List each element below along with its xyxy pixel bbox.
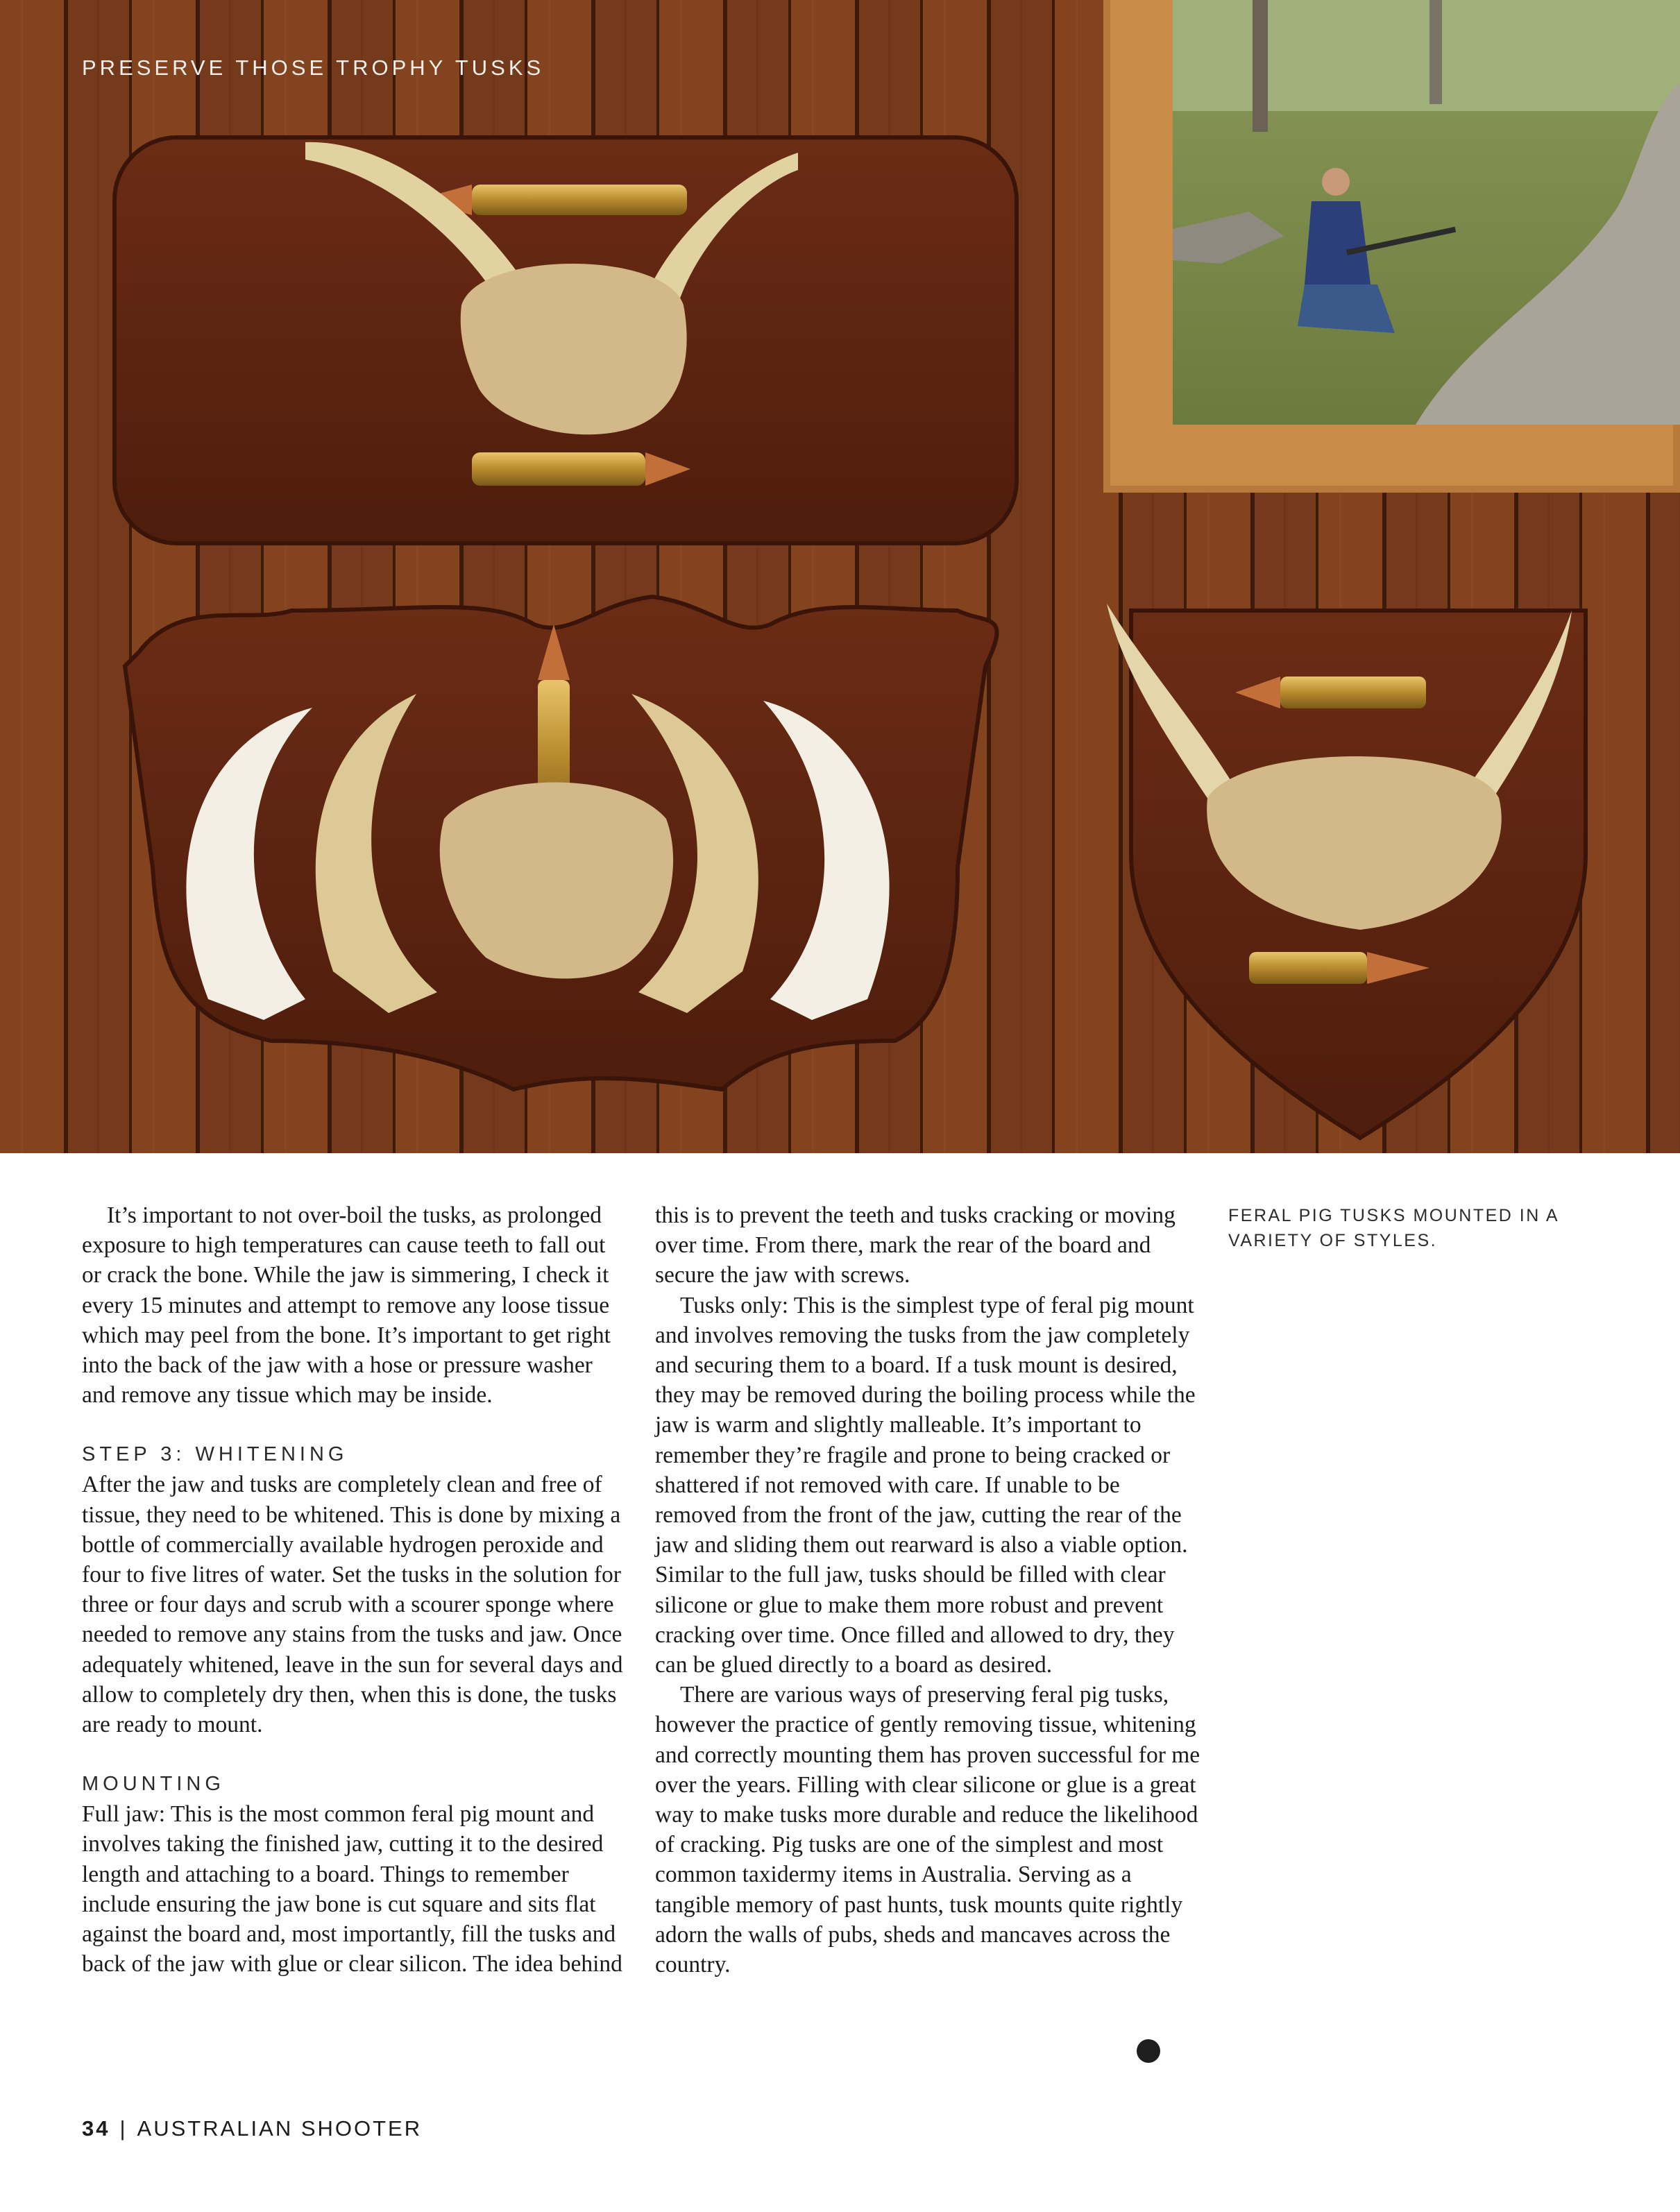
subheading-mounting: MOUNTING [82, 1773, 225, 1796]
paragraph: There are various ways of preserving feral pig tusks, however the practice of gently removing tissue, whitening and correctly mounting them has proven successful for me over the years. Filling with clear silicone or glue is a great way to make tusks more durable and reduce the likelihood of cracking. Pig tusks are one of the simplest and most common taxidermy items in Australia. Serving as a tangible memory of past hunts, tusk mounts quite rightly adorn the walls of pubs, sheds and mancaves across the country. [655, 1682, 1200, 1978]
footer-separator: | [119, 2116, 128, 2141]
cartridge-top [472, 185, 687, 215]
paragraph: After the jaw and tusks are completely clean and free of tissue, they need to be whitened. This is done by mixing a bottle of commercially available hydrogen peroxide and four to five litres of water. Set the tusks in the solution for three or four days and scrub with a scourer sponge where needed to remove any stains from the tusks and jaw. Once adequately whitened, leave in the sun for several days and allow to completely dry then, when this is done, the tusks are ready to mount. [82, 1472, 623, 1738]
paragraph: this is to prevent the teeth and tusks cracking or moving over time. From there, mark the rear of the board and secure the jaw with screws. [655, 1202, 1176, 1288]
rectangular-jaw-mount [114, 137, 1017, 543]
paragraph: It’s important to not over-boil the tusks, as prolonged exposure to high temperatures can cause teeth to fall out or crack the bone. While the jaw is simmering, I check it every 15 minutes and attempt to remove any loose tissue which may peel from the bone. It’s important to get right into the back of the jaw with a hose or pressure washer and remove any tissue which may be inside. [82, 1202, 611, 1409]
paragraph: Tusks only: This is the simplest type of feral pig mount and involves removing the tusks from the jaw completely and securing them to a board. If a tusk mount is desired, they may be removed during the boiling process while the jaw is warm and slightly malleable. It’s important to remember they’re fragile and prone to being cracked or shattered if not removed with care. If unable to be removed from the front of the jaw, cutting the rear of the jaw and sliding them out rearward is also a viable option. Similar to the full jaw, tusks should be filled with clear silicone or glue to make them more robust and prevent cracking over time. Once filled and allowed to dry, they can be glued directly to a board as desired. [655, 1292, 1196, 1678]
page-footer [82, 2116, 422, 2141]
photo-caption: FERAL PIG TUSKS MOUNTED IN A VARIETY OF STYLES. [1228, 1206, 1559, 1250]
subheading-whitening: STEP 3: WHITENING [82, 1443, 348, 1466]
shield-tusk-mount [125, 597, 997, 1089]
publication-name: AUSTRALIAN SHOOTER [137, 2116, 423, 2141]
paragraph: Full jaw: This is the most common feral pig mount and involves taking the finished jaw, cutting it to the desired length and attaching to a board. Things to remember include ensuring the jaw bone is cut square and sits flat against the board and, most importantly, fill the tusks and back of the jaw with glue or clear silicon. The idea behind [82, 1801, 622, 1977]
cartridge-lower [1249, 952, 1367, 984]
body-column-1 [82, 1200, 627, 1979]
body-column-2 [655, 1200, 1200, 1980]
hunter-photo-frame [1103, 0, 1680, 493]
page-number: 34 [82, 2116, 110, 2141]
section-kicker: PRESERVE THOSE TROPHY TUSKS [82, 56, 545, 80]
cartridge-upper [1280, 677, 1426, 708]
article-end-mark-icon [1137, 2039, 1160, 2063]
cartridge-bottom [472, 452, 645, 486]
